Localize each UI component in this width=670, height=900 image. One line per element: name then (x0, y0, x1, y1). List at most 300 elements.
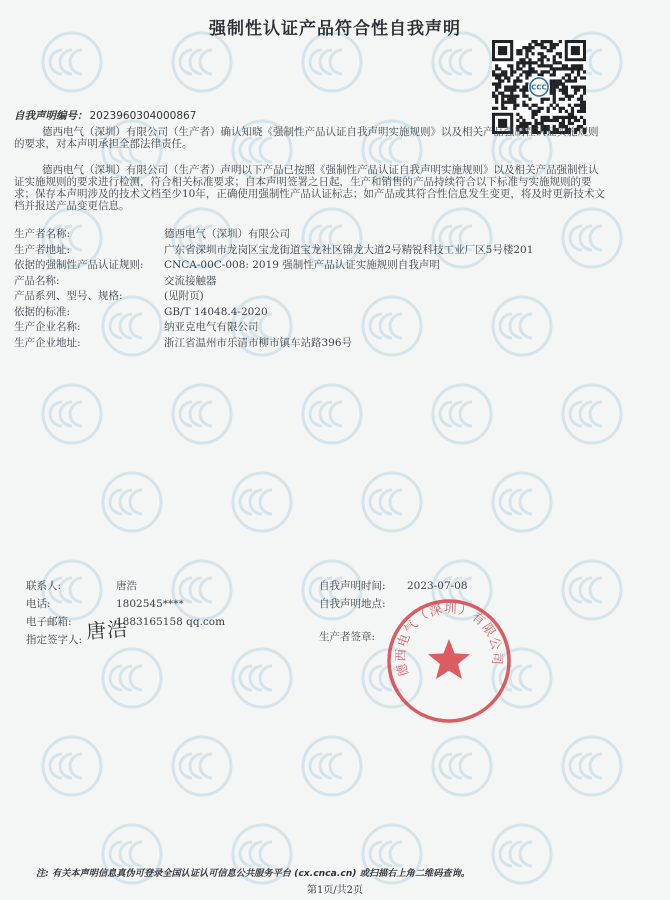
qr-module (544, 64, 547, 67)
qr-module (531, 113, 534, 116)
qr-module (513, 95, 516, 98)
field-value: 纳亚克电气有限公司 (164, 321, 259, 333)
qr-module (537, 58, 540, 61)
qr-module (553, 89, 556, 92)
qr-module (544, 70, 547, 73)
qr-module (501, 107, 504, 110)
qr-module (553, 58, 556, 61)
declaration-place-label: 自我声明地点: (319, 598, 386, 610)
qr-module (568, 113, 571, 116)
qr-module (562, 85, 565, 88)
qr-module (568, 79, 571, 82)
field-label: 生产者地址: (14, 243, 71, 256)
qr-module (534, 70, 537, 73)
handwritten-signature: 唐浩 (85, 616, 129, 644)
qr-module (522, 61, 525, 64)
ccc-logo-icon (40, 382, 104, 446)
qr-module (577, 73, 580, 76)
qr-module (553, 79, 556, 82)
qr-module (559, 67, 562, 70)
qr-module (577, 67, 580, 70)
qr-module (550, 119, 553, 122)
qr-module (519, 116, 522, 119)
qr-module (522, 58, 525, 61)
ccc-logo-icon (430, 30, 494, 94)
qr-module (504, 101, 507, 104)
qr-module (547, 64, 550, 67)
qr-module (519, 122, 522, 125)
qr-module (495, 95, 498, 98)
qr-module (562, 98, 565, 101)
qr-module (562, 76, 565, 79)
contact-row-person (26, 577, 286, 595)
qr-module (537, 52, 540, 55)
qr-module (507, 101, 510, 104)
field-value: 交流接触器 (164, 274, 217, 287)
qr-module (574, 67, 577, 70)
qr-module (568, 116, 571, 119)
qr-module (571, 67, 574, 70)
qr-module (550, 64, 553, 67)
qr-module (519, 67, 522, 70)
qr-module (516, 119, 519, 122)
qr-module (544, 55, 547, 58)
qr-module (541, 122, 544, 125)
qr-module (498, 73, 501, 76)
qr-module (556, 67, 559, 70)
field-label: 依据的强制性产品认证规则: (14, 259, 144, 271)
qr-module (580, 104, 583, 107)
qr-module (495, 89, 498, 92)
qr-module (559, 61, 562, 64)
qr-finder-pattern (571, 46, 580, 55)
qr-module (504, 107, 507, 110)
qr-module (550, 40, 553, 43)
qr-module (501, 70, 504, 73)
qr-module (553, 70, 556, 73)
declaration-number-label: 自我声明编号： (14, 110, 88, 122)
qr-module (492, 95, 495, 98)
qr-module (550, 43, 553, 46)
qr-module (519, 52, 522, 55)
contact-label: 电话: (26, 598, 51, 610)
qr-module (492, 70, 495, 73)
qr-module (568, 73, 571, 76)
field-value: GB/T 14048.4-2020 (164, 305, 268, 318)
qr-module (571, 79, 574, 82)
qr-module (528, 46, 531, 49)
qr-module (534, 119, 537, 122)
qr-module (501, 101, 504, 104)
field-label: 生产者名称: (14, 228, 71, 240)
qr-module (528, 61, 531, 64)
qr-module (556, 85, 559, 88)
qr-module (513, 89, 516, 92)
qr-module (580, 98, 583, 101)
qr-module (525, 61, 528, 64)
qr-module (525, 46, 528, 49)
qr-module (562, 119, 565, 122)
qr-module (525, 82, 528, 85)
qr-module (583, 107, 586, 110)
qr-module (541, 43, 544, 46)
qr-module (577, 104, 580, 107)
seal-arc-text: 德西电气（深圳）有限公司 (392, 600, 506, 679)
qr-module (525, 122, 528, 125)
qr-module (565, 79, 568, 82)
field-row-producer-name (14, 227, 634, 243)
qr-module (568, 95, 571, 98)
qr-module (525, 52, 528, 55)
seal-star-icon (428, 639, 470, 679)
qr-module (583, 89, 586, 92)
qr-module (574, 104, 577, 107)
field-value: 浙江省温州市乐清市柳市镇车站路396号 (164, 336, 353, 349)
qr-module (568, 122, 571, 125)
qr-module (498, 76, 501, 79)
qr-module (516, 52, 519, 55)
qr-module (565, 64, 568, 67)
qr-module (531, 52, 534, 55)
field-label: 产品名称: (14, 274, 60, 287)
qr-module (534, 104, 537, 107)
qr-module (583, 119, 586, 122)
qr-module (528, 73, 531, 76)
qr-module (495, 82, 498, 85)
qr-module (559, 40, 562, 43)
ccc-logo-icon (490, 470, 554, 534)
qr-module (516, 67, 519, 70)
qr-module (571, 85, 574, 88)
ccc-logo-icon (170, 30, 234, 94)
qr-module (547, 110, 550, 113)
qr-module (525, 70, 528, 73)
qr-module (574, 89, 577, 92)
qr-module (577, 85, 580, 88)
qr-module (553, 43, 556, 46)
footer-note: 注: 有关本声明信息真伪可登录全国认证认可信息公共服务平台 (cx.cnca.cn) 或扫描右上角二维码查询。 (36, 868, 470, 879)
company-seal (385, 597, 513, 725)
qr-module (513, 101, 516, 104)
qr-module (574, 79, 577, 82)
qr-module (495, 85, 498, 88)
ccc-logo-icon (170, 382, 234, 446)
qr-module (501, 92, 504, 95)
qr-module (513, 104, 516, 107)
qr-module (559, 79, 562, 82)
qr-module (531, 67, 534, 70)
qr-module (528, 107, 531, 110)
qr-module (525, 73, 528, 76)
qr-module (556, 82, 559, 85)
qr-module (528, 98, 531, 101)
ccc-logo-icon (300, 734, 364, 798)
qr-module (525, 55, 528, 58)
qr-module (550, 49, 553, 52)
field-label: 产品系列、型号、规格: (14, 290, 123, 302)
qr-module (507, 95, 510, 98)
qr-module (528, 70, 531, 73)
qr-module (534, 122, 537, 125)
qr-module (492, 82, 495, 85)
qr-module (528, 49, 531, 52)
qr-module (562, 64, 565, 67)
qr-module (577, 64, 580, 67)
qr-module (571, 122, 574, 125)
qr-module (559, 55, 562, 58)
qr-module (522, 64, 525, 67)
qr-module (562, 67, 565, 70)
qr-module (565, 73, 568, 76)
qr-module (553, 73, 556, 76)
qr-module (495, 73, 498, 76)
qr-module (504, 95, 507, 98)
qr-module (537, 122, 540, 125)
qr-module (528, 122, 531, 125)
qr-module (504, 76, 507, 79)
qr-module (531, 110, 534, 113)
qr-module (583, 104, 586, 107)
qr-module (565, 92, 568, 95)
qr-module (516, 113, 519, 116)
qr-module (516, 76, 519, 79)
qr-module (522, 119, 525, 122)
qr-module (568, 76, 571, 79)
field-row-producer-address (14, 243, 634, 259)
qr-module (559, 82, 562, 85)
qr-module (574, 85, 577, 88)
qr-module (510, 70, 513, 73)
qr-module (571, 116, 574, 119)
qr-module (522, 95, 525, 98)
qr-module (534, 61, 537, 64)
qr-center-label: CCC (531, 83, 547, 92)
qr-module (553, 95, 556, 98)
qr-module (583, 101, 586, 104)
qr-module (580, 85, 583, 88)
declaration-paragraph-2: 德西电气（深圳）有限公司（生产者）声明以下产品已按照《强制性产品认证自我声明实施规则》以及相关产品强制性认证实施规则的要求进行检测，符合相关标准要求；自本声明签署之日起，生产和销售的产品持续符合以下标准与实施规则的要求；保存本声明涉及的技术文档至少10年，正确使用强制性产品认证标志；如产品或其符合性信息发生变更，将及时更新技术文档并报送产品变更信息。 (14, 164, 605, 212)
qr-module (498, 82, 501, 85)
qr-module (510, 89, 513, 92)
qr-module (501, 104, 504, 107)
qr-module (510, 101, 513, 104)
qr-module (583, 85, 586, 88)
qr-module (562, 82, 565, 85)
qr-module (507, 85, 510, 88)
qr-module (547, 107, 550, 110)
qr-module (583, 76, 586, 79)
qr-module (544, 46, 547, 49)
qr-module (534, 113, 537, 116)
qr-module (577, 70, 580, 73)
qr-module (516, 95, 519, 98)
qr-module (580, 101, 583, 104)
qr-module (553, 85, 556, 88)
field-value: (见附页) (164, 290, 204, 302)
qr-module (553, 82, 556, 85)
qr-module (583, 92, 586, 95)
qr-module (559, 107, 562, 110)
qr-module (541, 55, 544, 58)
qr-module (507, 98, 510, 101)
qr-module (553, 67, 556, 70)
contact-row-signatory (26, 631, 286, 649)
qr-module (553, 119, 556, 122)
qr-module (528, 64, 531, 67)
contact-row-email (26, 613, 286, 631)
qr-module (553, 101, 556, 104)
qr-module (544, 98, 547, 101)
qr-module (556, 116, 559, 119)
qr-module (531, 70, 534, 73)
qr-module (501, 79, 504, 82)
qr-module (547, 98, 550, 101)
qr-module (525, 49, 528, 52)
qr-module (580, 107, 583, 110)
qr-module (541, 52, 544, 55)
ccc-logo-icon (100, 646, 164, 710)
qr-module (513, 82, 516, 85)
qr-module (559, 110, 562, 113)
qr-module (577, 98, 580, 101)
field-row-certification-rules (14, 258, 634, 274)
qr-module (534, 43, 537, 46)
qr-module (556, 61, 559, 64)
qr-module (541, 61, 544, 64)
qr-module (528, 58, 531, 61)
qr-module (550, 85, 553, 88)
qr-module (516, 85, 519, 88)
qr-module (565, 89, 568, 92)
qr-module (519, 89, 522, 92)
contact-value (116, 631, 286, 649)
qr-module (537, 107, 540, 110)
qr-module (495, 98, 498, 101)
qr-module (519, 73, 522, 76)
qr-module (556, 104, 559, 107)
qr-module (571, 70, 574, 73)
qr-module (547, 58, 550, 61)
qr-module (571, 110, 574, 113)
qr-module (525, 95, 528, 98)
qr-code[interactable] (492, 40, 586, 134)
qr-module (550, 89, 553, 92)
qr-module (534, 110, 537, 113)
qr-module (513, 70, 516, 73)
qr-module (553, 116, 556, 119)
qr-module (507, 76, 510, 79)
qr-module (537, 43, 540, 46)
qr-module (541, 107, 544, 110)
qr-module (519, 49, 522, 52)
qr-module (510, 67, 513, 70)
qr-module (577, 89, 580, 92)
qr-module (541, 46, 544, 49)
qr-module (534, 40, 537, 43)
qr-module (571, 95, 574, 98)
qr-module (544, 116, 547, 119)
qr-module (495, 64, 498, 67)
qr-module (568, 104, 571, 107)
qr-module (547, 70, 550, 73)
qr-module (577, 110, 580, 113)
qr-module (541, 101, 544, 104)
declaration-number-value: 2023960304000867 (89, 110, 197, 122)
qr-module (547, 119, 550, 122)
qr-module (522, 89, 525, 92)
qr-module (522, 104, 525, 107)
qr-module (565, 67, 568, 70)
qr-module (556, 43, 559, 46)
contact-value: 1802545**** (116, 598, 184, 610)
qr-module (553, 107, 556, 110)
field-value: CNCA-00C-008: 2019 强制性产品认证实施规则自我声明 (164, 259, 440, 271)
qr-module (547, 116, 550, 119)
qr-module (562, 116, 565, 119)
qr-module (492, 107, 495, 110)
manufacturer-signature-label: 生产者签章: (319, 631, 376, 643)
qr-module (492, 73, 495, 76)
qr-module (541, 119, 544, 122)
ccc-logo-icon (300, 382, 364, 446)
qr-module (559, 116, 562, 119)
qr-module (525, 76, 528, 79)
ccc-logo-icon (230, 470, 294, 534)
qr-module (580, 95, 583, 98)
qr-module (513, 98, 516, 101)
field-value: 德西电气（深圳）有限公司 (164, 228, 290, 240)
ccc-logo-icon (40, 734, 104, 798)
qr-module (571, 64, 574, 67)
field-row-standard (14, 305, 634, 321)
qr-module (531, 116, 534, 119)
qr-module (531, 104, 534, 107)
qr-module (574, 92, 577, 95)
qr-module (580, 116, 583, 119)
qr-module (541, 70, 544, 73)
qr-module (513, 79, 516, 82)
ccc-logo-icon (430, 382, 494, 446)
declaration-time-row (319, 577, 619, 595)
qr-module (510, 95, 513, 98)
qr-module (559, 89, 562, 92)
qr-module (510, 73, 513, 76)
qr-module (504, 85, 507, 88)
qr-module (525, 104, 528, 107)
declaration-time-value: 2023-07-08 (407, 580, 468, 592)
qr-module (580, 67, 583, 70)
qr-module (544, 40, 547, 43)
qr-module (550, 104, 553, 107)
qr-module (519, 79, 522, 82)
qr-module (556, 79, 559, 82)
qr-module (522, 85, 525, 88)
contact-value: 1883165158 qq.com (116, 616, 226, 628)
qr-module (498, 79, 501, 82)
declaration-number (14, 108, 196, 123)
contact-label: 指定签字人: (26, 634, 83, 646)
qr-module (516, 104, 519, 107)
qr-module (556, 119, 559, 122)
qr-module (495, 101, 498, 104)
field-label: 依据的标准: (14, 305, 71, 318)
qr-module (513, 107, 516, 110)
qr-module (498, 67, 501, 70)
qr-module (507, 64, 510, 67)
qr-module (565, 95, 568, 98)
qr-module (553, 98, 556, 101)
qr-module (559, 122, 562, 125)
